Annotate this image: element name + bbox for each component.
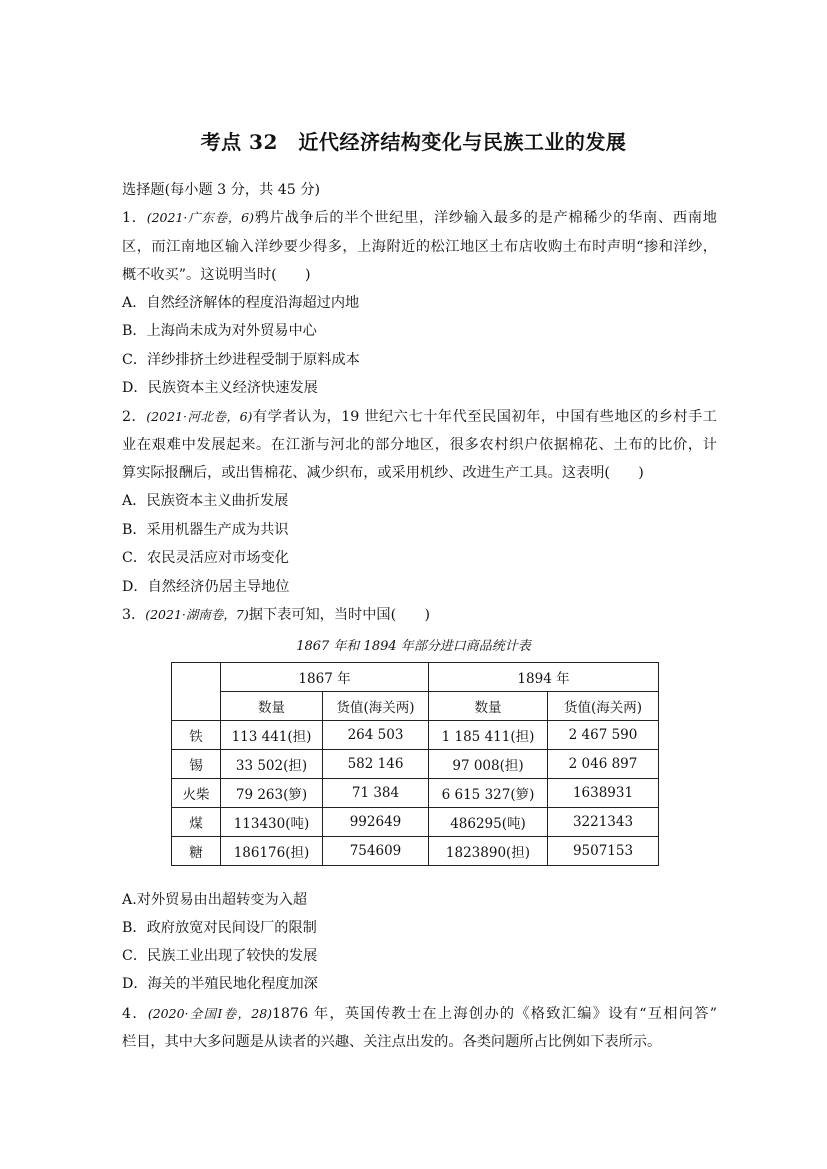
sub-header-value-1894: 货值(海关两) — [548, 692, 659, 721]
q1-source: (2021·广东卷，6) — [146, 210, 254, 225]
row-value-1894: 9507153 — [548, 837, 659, 866]
q1-option-a: A．自然经济解体的程度沿海超过内地 — [122, 295, 360, 311]
q1-text-1: 鸦片战争后的半个世纪里，洋纱输入最多的是产棉稀少的华南、西南地 — [253, 210, 717, 226]
q3-line-1 — [122, 605, 717, 625]
q3-source: (2021·湖南卷，7) — [145, 607, 249, 622]
q2-option-c: C．农民灵活应对市场变化 — [122, 550, 289, 566]
q2-number: 2． — [122, 409, 147, 425]
q1-option-b: B．上海尚未成为对外贸易中心 — [122, 323, 317, 339]
table-header-row-years — [172, 663, 659, 692]
row-qty-1867: 79 263(箩) — [221, 779, 323, 808]
q2-option-a: A．民族资本主义曲折发展 — [122, 493, 289, 509]
q1-option-c: C．洋纱排挤土纱进程受制于原料成本 — [122, 352, 360, 368]
q2-line-2: 业在艰难中发展起来。在江浙与河北的部分地区，很多农村织户依据棉花、土布的比价，计 — [122, 437, 717, 453]
table-caption: 1867 年和 1894 年部分进口商品统计表 — [296, 639, 531, 654]
row-value-1867: 582 146 — [323, 750, 429, 779]
row-qty-1894: 486295(吨) — [429, 808, 548, 837]
q1-line-1 — [122, 208, 717, 228]
row-value-1867: 71 384 — [323, 779, 429, 808]
table-row — [172, 837, 659, 866]
q1-line-2: 区，而江南地区输入洋纱要少得多，上海附近的松江地区土布店收购土布时声明“掺和洋纱， — [122, 239, 717, 255]
row-qty-1894: 1823890(担) — [429, 837, 548, 866]
sub-header-value-1867: 货值(海关两) — [323, 692, 429, 721]
q3-option-a: A.对外贸易由出超转变为入超 — [122, 892, 308, 908]
q4-line-1 — [122, 1004, 717, 1024]
row-qty-1867: 113 441(担) — [221, 721, 323, 750]
row-qty-1894: 97 008(担) — [429, 750, 548, 779]
q3-option-c: C．民族工业出现了较快的发展 — [122, 948, 318, 964]
row-item: 铁 — [172, 721, 221, 750]
row-value-1894: 3221343 — [548, 808, 659, 837]
row-value-1867: 754609 — [323, 837, 429, 866]
page-title: 考点 32 近代经济结构变化与民族工业的发展 — [200, 130, 627, 154]
row-value-1867: 264 503 — [323, 721, 429, 750]
q2-line-1 — [122, 407, 717, 427]
row-qty-1867: 186176(担) — [221, 837, 323, 866]
table-row — [172, 750, 659, 779]
table-row — [172, 779, 659, 808]
table-row — [172, 808, 659, 837]
row-value-1894: 2 467 590 — [548, 721, 659, 750]
row-value-1894: 2 046 897 — [548, 750, 659, 779]
row-item: 煤 — [172, 808, 221, 837]
row-qty-1867: 113430(吨) — [221, 808, 323, 837]
q2-source: (2021·河北卷，6) — [146, 409, 253, 424]
q4-text-1: 1876 年，英国传教士在上海创办的《格致汇编》设有“互相问答” — [272, 1006, 718, 1022]
q1-line-3: 概不收买”。这说明当时( ) — [122, 267, 311, 283]
q2-line-3: 算实际报酬后，或出售棉花、减少织布，或采用机纱、改进生产工具。这表明( ) — [122, 465, 644, 481]
row-item: 锡 — [172, 750, 221, 779]
table-corner-cell — [172, 663, 221, 721]
year-1867-header: 1867 年 — [221, 663, 429, 692]
row-qty-1867: 33 502(担) — [221, 750, 323, 779]
q3-option-d: D．海关的半殖民地化程度加深 — [122, 976, 318, 992]
q2-option-d: D．自然经济仍居主导地位 — [122, 579, 290, 595]
q4-line-2: 栏目，其中大多问题是从读者的兴趣、关注点出发的。各类问题所占比例如下表所示。 — [122, 1034, 662, 1050]
q4-number: 4． — [122, 1006, 148, 1022]
row-item: 糖 — [172, 837, 221, 866]
row-qty-1894: 6 615 327(箩) — [429, 779, 548, 808]
year-1894-header: 1894 年 — [429, 663, 659, 692]
q3-number: 3． — [122, 607, 146, 623]
q1-option-d: D．民族资本主义经济快速发展 — [122, 380, 318, 396]
table-header-row-sub — [172, 692, 659, 721]
table-row — [172, 721, 659, 750]
q3-text: 据下表可知，当时中国( ) — [248, 607, 431, 623]
q3-option-b: B．政府放宽对民间设厂的限制 — [122, 920, 317, 936]
q1-number: 1． — [122, 210, 147, 226]
row-item: 火柴 — [172, 779, 221, 808]
sub-header-qty-1894: 数量 — [429, 692, 548, 721]
q4-source: (2020·全国Ⅰ卷，28) — [147, 1006, 273, 1021]
row-value-1894: 1638931 — [548, 779, 659, 808]
q2-option-b: B．采用机器生产成为共识 — [122, 522, 289, 538]
import-statistics-table — [171, 662, 659, 866]
row-value-1867: 992649 — [323, 808, 429, 837]
row-qty-1894: 1 185 411(担) — [429, 721, 548, 750]
q2-text-1: 有学者认为，19 世纪六七十年代至民国初年，中国有些地区的乡村手工 — [252, 409, 717, 425]
sub-header-qty-1867: 数量 — [221, 692, 323, 721]
section-header: 选择题(每小题 3 分，共 45 分) — [122, 182, 321, 198]
